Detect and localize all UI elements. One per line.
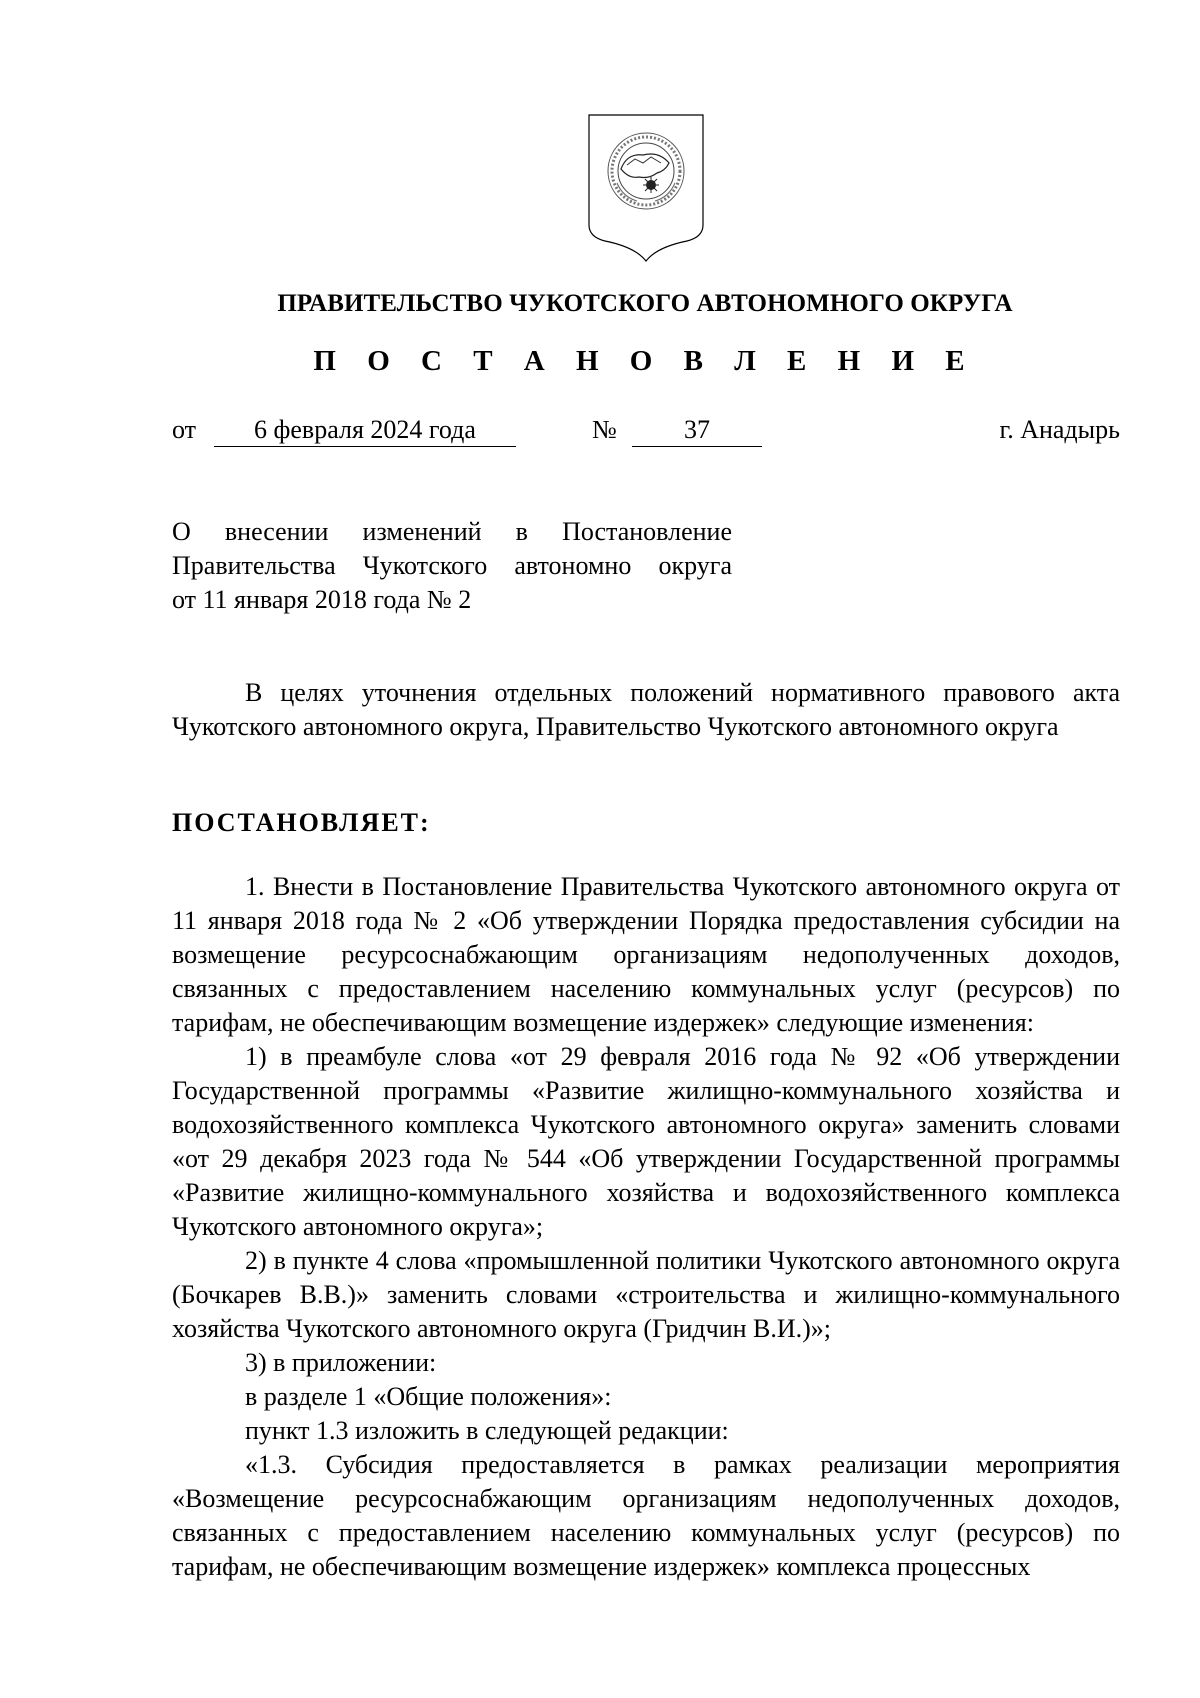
government-title: ПРАВИТЕЛЬСТВО ЧУКОТСКОГО АВТОНОМНОГО ОКРУГА [277,290,1013,317]
subject-line-1: О внесении изменений в Постановление [172,517,732,546]
decree-heading: ПОСТАНОВЛЯЕТ: [172,808,431,837]
document-city: г. Анадырь [999,415,1120,444]
document-type-title: П О С Т А Н О В Л Е Н И Е [313,345,977,377]
subitem-3-paragraph: 3) в приложении: [245,1348,437,1377]
item-1-paragraph: 1. Внести в Постановление Правительства Чукотского автономного округа от 11 января 2018 года № 2 «Об утверждении Порядка предоставления субсидии на возмещение ресурсоснабжающим организациям недополученных доходов, связанных с предоставлением населению коммунальных услуг (ресурсов) по тарифам, не обеспечивающим возмещение издержек» следующие изменения: [172,872,1120,1037]
coat-of-arms-emblem [587,113,705,263]
number-sign: № [592,415,617,444]
section-1-paragraph: в разделе 1 «Общие положения»: [245,1382,612,1411]
point-1-3-paragraph: пункт 1.3 изложить в следующей редакции: [245,1416,729,1445]
date-prefix: от [172,415,197,444]
document-number: 37 [632,415,762,447]
document-meta-line [172,415,1120,449]
subitem-1-paragraph: 1) в преамбуле слова «от 29 февраля 2016 года № 92 «Об утверждении Государственной программы «Развитие жилищно-коммунального хозяйства и водохозяйственного комплекса Чукотского автономного округа» заменить словами «от 29 декабря 2023 года № 544 «Об утверждении Государственной программы «Развитие жилищно-коммунального хозяйства и водохозяйственного комплекса Чукотского автономного округа»; [172,1042,1120,1241]
document-subject [172,515,732,617]
document-date: 6 февраля 2024 года [214,415,516,447]
subitem-2-paragraph: 2) в пункте 4 слова «промышленной политики Чукотского автономного округа (Бочкарев В.В.)» заменить словами «строительства и жилищно-коммунального хозяйства Чукотского автономного округа (Гридчин В.И.)»; [172,1246,1120,1343]
subject-line-2: Правительства Чукотского автономно округа [172,551,732,580]
preamble-paragraph: В целях уточнения отдельных положений нормативного правового акта Чукотского автономного округа, Правительство Чукотского автономного округа [172,678,1120,741]
decree-body [172,870,1120,1584]
quoted-point-1-3-paragraph: «1.3. Субсидия предоставляется в рамках реализации мероприятия «Возмещение ресурсоснабжающим организациям недополученных доходов, связанных с предоставлением населению коммунальных услуг (ресурсов) по тарифам, не обеспечивающим возмещение издержек» комплекса процессных [172,1450,1120,1581]
preamble-block [172,676,1120,744]
subject-line-3: от 11 января 2018 года № 2 [172,585,472,614]
